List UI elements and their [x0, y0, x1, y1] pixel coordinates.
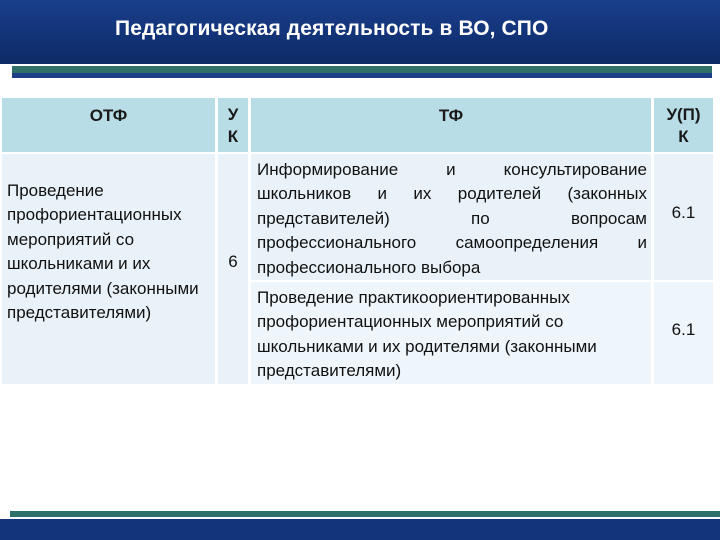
slide-title: Педагогическая деятельность в ВО, СПО	[115, 17, 549, 40]
up-cell-1	[654, 154, 716, 282]
otf-cell	[2, 154, 218, 386]
tf-cell-2	[251, 282, 654, 386]
tf-text-2: Проведение практикоориентированных профориентационных мероприятий со школьниками и их родителями (законными представителями)	[257, 288, 597, 381]
footer-bar	[0, 519, 720, 540]
title-bar	[0, 0, 720, 64]
header-uk-text: У К	[227, 105, 239, 146]
tf-cell-1	[251, 154, 654, 282]
header-up	[654, 98, 716, 154]
header-otf: ОТФ	[2, 98, 218, 154]
uk-cell	[218, 154, 251, 386]
header-tf: ТФ	[251, 98, 654, 154]
tf-text-1: Информирование и консультирование школьников и их родителей (законных представителей) по вопросам профессионального самоопределения и профессионального выбора	[257, 160, 647, 277]
uk-value: 6	[228, 252, 238, 271]
otf-text: Проведение профориентационных мероприятий со школьниками и их родителями (законными представителями)	[7, 181, 199, 323]
title-underline-green	[12, 66, 712, 73]
title-underline-blue	[12, 73, 712, 78]
up-cell-2	[654, 282, 716, 386]
table-row	[2, 154, 716, 282]
up-value-1: 6.1	[671, 203, 696, 222]
up-value-2: 6.1	[671, 320, 696, 340]
table-header-row	[2, 98, 716, 154]
competency-table	[2, 98, 716, 386]
footer-stripe-green	[10, 511, 720, 517]
header-up-text: У(П) К	[666, 105, 701, 146]
header-uk	[218, 98, 251, 154]
